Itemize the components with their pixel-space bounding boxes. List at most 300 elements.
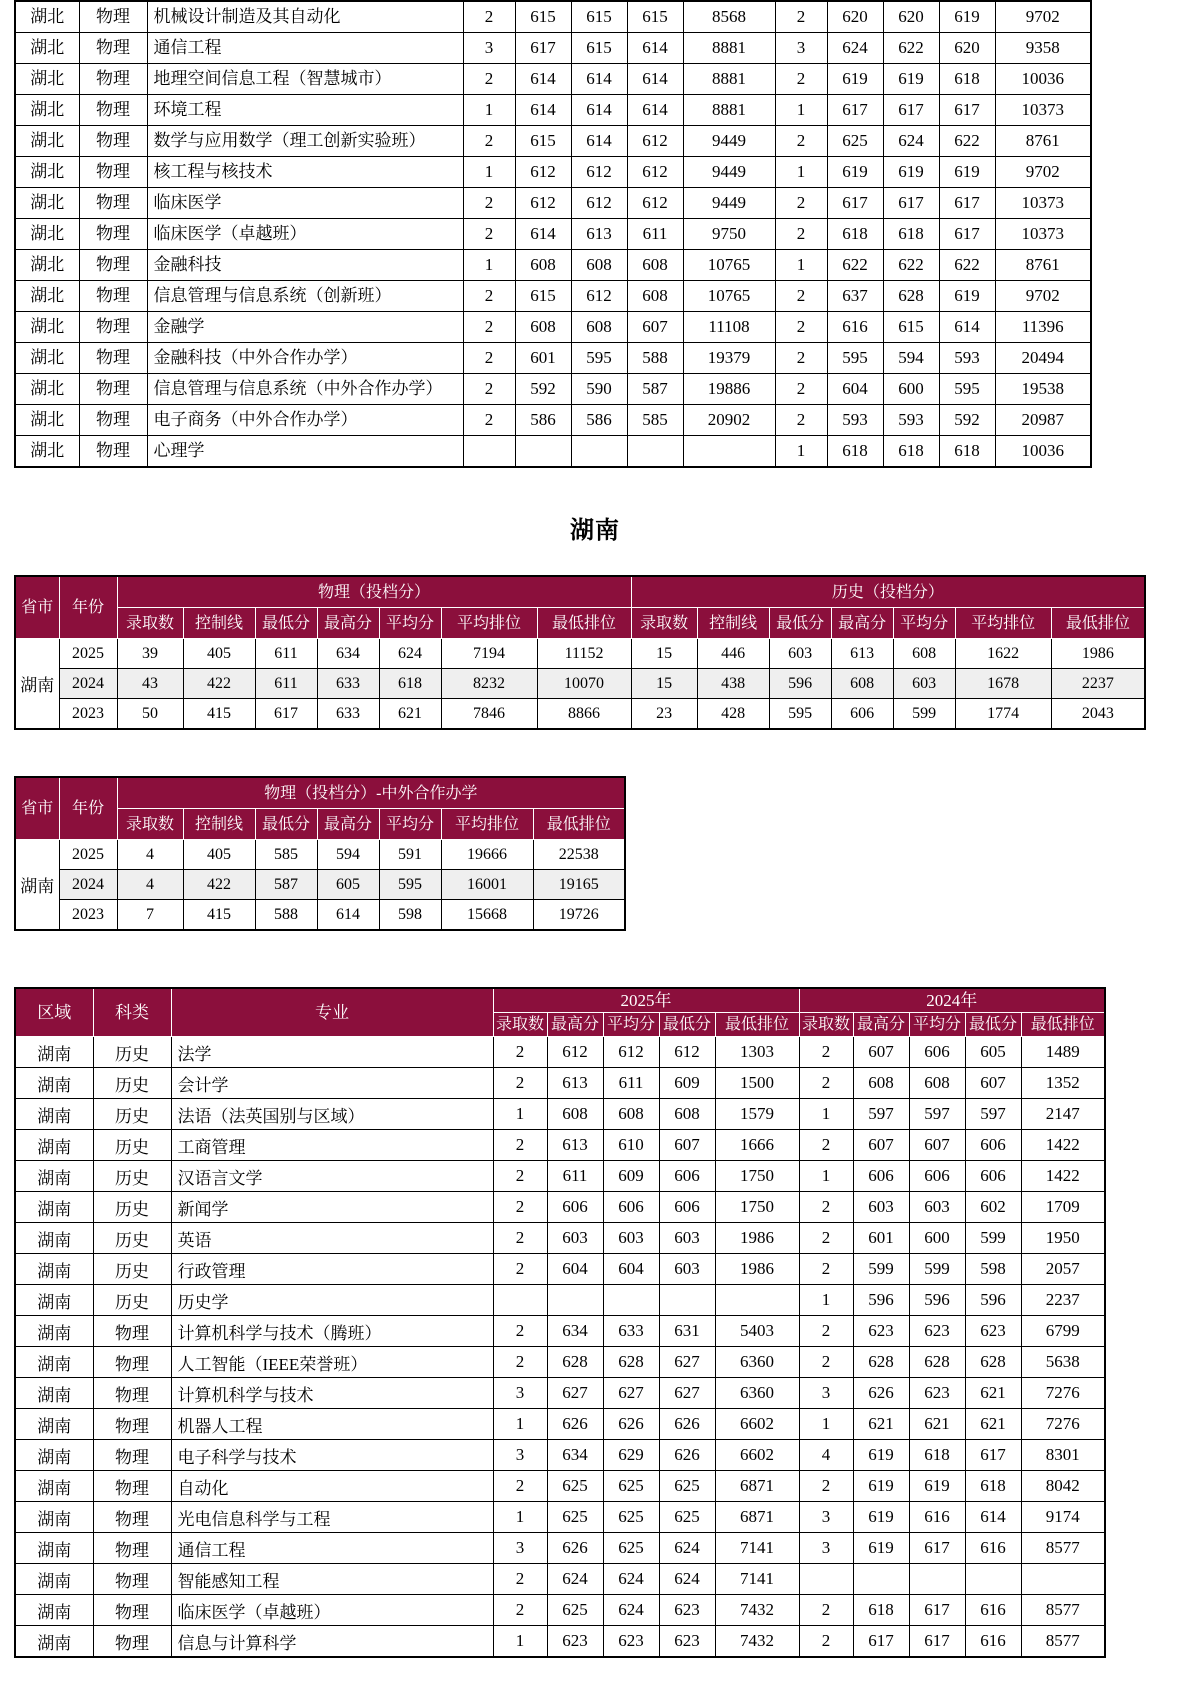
value-cell: 物理 xyxy=(93,1316,171,1347)
value-cell: 628 xyxy=(909,1347,965,1378)
value-cell: 物理 xyxy=(93,1533,171,1564)
header-region: 区域 xyxy=(15,988,93,1037)
subheader-平均排位: 平均排位 xyxy=(441,809,533,840)
year-cell: 2023 xyxy=(59,900,117,931)
value-cell: 606 xyxy=(965,1161,1021,1192)
value-cell: 8232 xyxy=(441,669,537,699)
subheader-控制线: 控制线 xyxy=(183,809,255,840)
value-cell: 湖南 xyxy=(15,1347,93,1378)
value-cell: 615 xyxy=(627,1,683,33)
value-cell: 623 xyxy=(853,1316,909,1347)
value-cell: 600 xyxy=(883,374,939,405)
value-cell: 2 xyxy=(493,1192,547,1223)
value-cell: 595 xyxy=(939,374,995,405)
value-cell: 2 xyxy=(799,1595,853,1626)
year-cell: 2023 xyxy=(59,699,117,730)
value-cell: 湖北 xyxy=(15,281,79,312)
value-cell: 617 xyxy=(939,188,995,219)
value-cell: 10373 xyxy=(995,95,1091,126)
value-cell: 619 xyxy=(853,1533,909,1564)
value-cell: 19538 xyxy=(995,374,1091,405)
value-cell: 7194 xyxy=(441,639,537,669)
value-cell: 6602 xyxy=(715,1409,799,1440)
value-cell: 43 xyxy=(117,669,183,699)
value-cell: 606 xyxy=(603,1192,659,1223)
value-cell: 6360 xyxy=(715,1378,799,1409)
value-cell: 612 xyxy=(571,188,627,219)
major-name-cell: 机器人工程 xyxy=(171,1409,493,1440)
value-cell: 2 xyxy=(799,1223,853,1254)
value-cell: 595 xyxy=(769,699,831,730)
table-row xyxy=(15,188,1091,219)
major-name-cell: 金融学 xyxy=(147,312,463,343)
value-cell: 612 xyxy=(659,1037,715,1068)
major-name-cell: 信息管理与信息系统（中外合作办学） xyxy=(147,374,463,405)
value-cell: 595 xyxy=(827,343,883,374)
major-name-cell: 临床医学 xyxy=(147,188,463,219)
value-cell: 612 xyxy=(603,1037,659,1068)
value-cell: 50 xyxy=(117,699,183,730)
value-cell: 9449 xyxy=(683,157,775,188)
section-title-hunan: 湖南 xyxy=(570,516,620,544)
value-cell: 2 xyxy=(463,188,515,219)
value-cell: 604 xyxy=(603,1254,659,1285)
year-cell: 2024 xyxy=(59,870,117,900)
major-name-cell: 工商管理 xyxy=(171,1130,493,1161)
value-cell: 2 xyxy=(775,281,827,312)
value-cell: 5403 xyxy=(715,1316,799,1347)
value-cell: 1750 xyxy=(715,1192,799,1223)
value-cell: 604 xyxy=(547,1254,603,1285)
value-cell: 588 xyxy=(255,900,317,931)
subheader-最低排位: 最低排位 xyxy=(1051,608,1145,639)
major-name-cell: 临床医学（卓越班） xyxy=(147,219,463,250)
value-cell: 物理 xyxy=(93,1378,171,1409)
value-cell: 湖南 xyxy=(15,1595,93,1626)
value-cell: 627 xyxy=(603,1378,659,1409)
value-cell: 614 xyxy=(515,219,571,250)
major-name-cell: 核工程与核技术 xyxy=(147,157,463,188)
value-cell: 612 xyxy=(627,126,683,157)
value-cell: 618 xyxy=(379,669,441,699)
major-name-cell: 人工智能（IEEE荣誉班） xyxy=(171,1347,493,1378)
value-cell xyxy=(493,1285,547,1316)
value-cell: 606 xyxy=(831,699,893,730)
value-cell: 4 xyxy=(799,1440,853,1471)
value-cell: 606 xyxy=(965,1130,1021,1161)
value-cell: 8577 xyxy=(1021,1595,1105,1626)
value-cell: 1 xyxy=(493,1099,547,1130)
value-cell: 615 xyxy=(571,1,627,33)
value-cell: 626 xyxy=(547,1533,603,1564)
value-cell: 湖南 xyxy=(15,1037,93,1068)
value-cell: 2 xyxy=(493,1161,547,1192)
value-cell: 2 xyxy=(463,405,515,436)
value-cell: 634 xyxy=(317,639,379,669)
table-row xyxy=(15,699,1145,730)
value-cell: 625 xyxy=(547,1595,603,1626)
value-cell: 618 xyxy=(965,1471,1021,1502)
value-cell: 405 xyxy=(183,639,255,669)
value-cell: 历史 xyxy=(93,1192,171,1223)
subheader-最低排位: 最低排位 xyxy=(537,608,631,639)
value-cell: 1500 xyxy=(715,1068,799,1099)
value-cell: 1303 xyxy=(715,1037,799,1068)
table-subheader-row xyxy=(15,608,1145,639)
major-name-cell: 法语（法英国别与区域） xyxy=(171,1099,493,1130)
value-cell: 617 xyxy=(883,188,939,219)
value-cell: 609 xyxy=(603,1161,659,1192)
value-cell: 物理 xyxy=(79,1,147,33)
major-name-cell: 通信工程 xyxy=(147,33,463,64)
value-cell: 618 xyxy=(883,219,939,250)
value-cell: 10373 xyxy=(995,219,1091,250)
value-cell: 7276 xyxy=(1021,1409,1105,1440)
value-cell: 608 xyxy=(627,250,683,281)
value-cell: 20987 xyxy=(995,405,1091,436)
value-cell: 623 xyxy=(659,1595,715,1626)
table-header-row xyxy=(15,777,625,809)
subheader-最高分: 最高分 xyxy=(317,608,379,639)
table-row xyxy=(15,250,1091,281)
value-cell: 2 xyxy=(463,343,515,374)
table-row xyxy=(15,1626,1105,1658)
value-cell: 2237 xyxy=(1021,1285,1105,1316)
value-cell: 8042 xyxy=(1021,1471,1105,1502)
table-row xyxy=(15,1409,1105,1440)
table-row xyxy=(15,1316,1105,1347)
value-cell: 湖南 xyxy=(15,1099,93,1130)
value-cell: 619 xyxy=(853,1440,909,1471)
value-cell: 10765 xyxy=(683,281,775,312)
value-cell: 历史 xyxy=(93,1037,171,1068)
value-cell: 611 xyxy=(547,1161,603,1192)
value-cell: 598 xyxy=(379,900,441,931)
value-cell: 1950 xyxy=(1021,1223,1105,1254)
value-cell: 422 xyxy=(183,669,255,699)
value-cell: 633 xyxy=(317,699,379,730)
value-cell: 625 xyxy=(547,1471,603,1502)
value-cell: 606 xyxy=(909,1037,965,1068)
subheader-最高分: 最高分 xyxy=(317,809,379,840)
value-cell: 湖南 xyxy=(15,1409,93,1440)
value-cell: 618 xyxy=(939,64,995,95)
table-row xyxy=(15,870,625,900)
value-cell: 619 xyxy=(939,157,995,188)
value-cell: 2 xyxy=(493,1037,547,1068)
table-row xyxy=(15,374,1091,405)
value-cell: 1622 xyxy=(955,639,1051,669)
hunan-majors-table xyxy=(14,987,1106,1658)
value-cell: 615 xyxy=(883,312,939,343)
value-cell: 597 xyxy=(853,1099,909,1130)
value-cell: 602 xyxy=(965,1192,1021,1223)
value-cell: 633 xyxy=(317,669,379,699)
value-cell: 605 xyxy=(965,1037,1021,1068)
value-cell: 7846 xyxy=(441,699,537,730)
value-cell: 624 xyxy=(379,639,441,669)
value-cell: 608 xyxy=(831,669,893,699)
value-cell: 608 xyxy=(893,639,955,669)
table-row xyxy=(15,900,625,931)
value-cell: 9702 xyxy=(995,1,1091,33)
subheader-平均分: 平均分 xyxy=(379,608,441,639)
value-cell: 1678 xyxy=(955,669,1051,699)
value-cell: 19165 xyxy=(533,870,625,900)
value-cell: 1709 xyxy=(1021,1192,1105,1223)
subheader-录取数: 录取数 xyxy=(117,608,183,639)
value-cell: 604 xyxy=(827,374,883,405)
value-cell: 物理 xyxy=(79,188,147,219)
value-cell: 2 xyxy=(799,1347,853,1378)
value-cell: 606 xyxy=(853,1161,909,1192)
value-cell: 8568 xyxy=(683,1,775,33)
value-cell: 613 xyxy=(547,1130,603,1161)
value-cell: 620 xyxy=(827,1,883,33)
value-cell: 10070 xyxy=(537,669,631,699)
subheader-最低分: 最低分 xyxy=(769,608,831,639)
table-row xyxy=(15,33,1091,64)
value-cell: 612 xyxy=(515,188,571,219)
value-cell: 617 xyxy=(909,1626,965,1658)
value-cell: 6602 xyxy=(715,1440,799,1471)
value-cell: 11108 xyxy=(683,312,775,343)
value-cell: 624 xyxy=(659,1533,715,1564)
value-cell: 2057 xyxy=(1021,1254,1105,1285)
value-cell: 591 xyxy=(379,840,441,870)
value-cell: 619 xyxy=(853,1471,909,1502)
value-cell: 1352 xyxy=(1021,1068,1105,1099)
major-name-cell: 金融科技（中外合作办学） xyxy=(147,343,463,374)
major-name-cell: 信息与计算科学 xyxy=(171,1626,493,1658)
value-cell: 物理 xyxy=(79,343,147,374)
value-cell: 湖南 xyxy=(15,1161,93,1192)
header-year: 年份 xyxy=(59,576,117,639)
value-cell: 1422 xyxy=(1021,1130,1105,1161)
value-cell: 历史 xyxy=(93,1285,171,1316)
value-cell: 617 xyxy=(853,1626,909,1658)
header-year: 年份 xyxy=(59,777,117,840)
value-cell: 626 xyxy=(659,1409,715,1440)
value-cell: 2 xyxy=(799,1037,853,1068)
table-row xyxy=(15,1533,1105,1564)
value-cell: 606 xyxy=(659,1161,715,1192)
major-name-cell: 自动化 xyxy=(171,1471,493,1502)
value-cell: 617 xyxy=(827,95,883,126)
value-cell: 9174 xyxy=(1021,1502,1105,1533)
value-cell: 物理 xyxy=(79,95,147,126)
value-cell: 6360 xyxy=(715,1347,799,1378)
value-cell: 1986 xyxy=(715,1254,799,1285)
value-cell: 612 xyxy=(571,157,627,188)
value-cell: 626 xyxy=(547,1409,603,1440)
value-cell: 625 xyxy=(603,1502,659,1533)
value-cell: 3 xyxy=(799,1378,853,1409)
value-cell: 613 xyxy=(831,639,893,669)
value-cell: 物理 xyxy=(79,436,147,468)
value-cell: 1 xyxy=(775,436,827,468)
hunan-summary-body xyxy=(15,639,1145,730)
value-cell: 9358 xyxy=(995,33,1091,64)
value-cell: 湖南 xyxy=(15,1285,93,1316)
value-cell: 湖北 xyxy=(15,64,79,95)
value-cell: 612 xyxy=(571,281,627,312)
value-cell: 湖南 xyxy=(15,1533,93,1564)
table-row xyxy=(15,1440,1105,1471)
value-cell: 608 xyxy=(547,1099,603,1130)
value-cell: 湖南 xyxy=(15,1471,93,1502)
hunan-summary-head xyxy=(15,576,1145,639)
value-cell: 614 xyxy=(965,1502,1021,1533)
value-cell: 6871 xyxy=(715,1471,799,1502)
subheader-录取数: 录取数 xyxy=(117,809,183,840)
table-row xyxy=(15,1347,1105,1378)
value-cell: 623 xyxy=(659,1626,715,1658)
value-cell xyxy=(659,1285,715,1316)
value-cell: 612 xyxy=(627,157,683,188)
hunan-summary-table xyxy=(14,575,1146,730)
value-cell: 593 xyxy=(827,405,883,436)
value-cell: 601 xyxy=(853,1223,909,1254)
value-cell: 2 xyxy=(799,1471,853,1502)
value-cell: 9702 xyxy=(995,157,1091,188)
value-cell: 10765 xyxy=(683,250,775,281)
header-category: 科类 xyxy=(93,988,171,1037)
subheader-最高分: 最高分 xyxy=(547,1013,603,1037)
value-cell: 湖北 xyxy=(15,95,79,126)
value-cell: 621 xyxy=(965,1409,1021,1440)
value-cell: 612 xyxy=(515,157,571,188)
value-cell: 物理 xyxy=(93,1440,171,1471)
hunan-majors-head xyxy=(15,988,1105,1037)
value-cell: 3 xyxy=(799,1533,853,1564)
value-cell: 585 xyxy=(255,840,317,870)
value-cell: 湖北 xyxy=(15,250,79,281)
value-cell: 历史 xyxy=(93,1130,171,1161)
subheader-平均排位: 平均排位 xyxy=(955,608,1051,639)
value-cell: 39 xyxy=(117,639,183,669)
value-cell: 1 xyxy=(775,157,827,188)
value-cell: 587 xyxy=(255,870,317,900)
value-cell: 2 xyxy=(493,1564,547,1595)
value-cell: 611 xyxy=(603,1068,659,1099)
value-cell: 物理 xyxy=(93,1595,171,1626)
value-cell: 595 xyxy=(571,343,627,374)
value-cell: 2 xyxy=(463,126,515,157)
table-row xyxy=(15,1192,1105,1223)
major-name-cell: 通信工程 xyxy=(171,1533,493,1564)
value-cell: 2237 xyxy=(1051,669,1145,699)
value-cell: 625 xyxy=(603,1533,659,1564)
value-cell: 2 xyxy=(493,1471,547,1502)
hunan-coop-summary-head xyxy=(15,777,625,840)
value-cell: 1774 xyxy=(955,699,1051,730)
subheader-平均分: 平均分 xyxy=(909,1013,965,1037)
value-cell: 物理 xyxy=(79,374,147,405)
value-cell: 9449 xyxy=(683,126,775,157)
value-cell: 8866 xyxy=(537,699,631,730)
value-cell: 596 xyxy=(769,669,831,699)
value-cell: 1750 xyxy=(715,1161,799,1192)
value-cell: 586 xyxy=(571,405,627,436)
header-group-physics-coop: 物理（投档分）-中外合作办学 xyxy=(117,777,625,809)
value-cell: 617 xyxy=(939,219,995,250)
value-cell: 628 xyxy=(547,1347,603,1378)
value-cell: 617 xyxy=(827,188,883,219)
value-cell: 2 xyxy=(775,312,827,343)
value-cell: 613 xyxy=(571,219,627,250)
value-cell: 7276 xyxy=(1021,1378,1105,1409)
major-name-cell: 地理空间信息工程（智慧城市） xyxy=(147,64,463,95)
value-cell: 6871 xyxy=(715,1502,799,1533)
value-cell: 597 xyxy=(909,1099,965,1130)
value-cell: 22538 xyxy=(533,840,625,870)
value-cell: 历史 xyxy=(93,1099,171,1130)
value-cell: 15 xyxy=(631,669,697,699)
value-cell: 2 xyxy=(463,219,515,250)
value-cell: 612 xyxy=(627,188,683,219)
value-cell: 3 xyxy=(493,1440,547,1471)
value-cell: 湖南 xyxy=(15,1378,93,1409)
value-cell xyxy=(909,1564,965,1595)
subheader-最低排位: 最低排位 xyxy=(1021,1013,1105,1037)
value-cell: 628 xyxy=(965,1347,1021,1378)
value-cell: 物理 xyxy=(79,64,147,95)
table-row xyxy=(15,1285,1105,1316)
value-cell: 634 xyxy=(547,1316,603,1347)
value-cell: 597 xyxy=(965,1099,1021,1130)
value-cell: 599 xyxy=(965,1223,1021,1254)
value-cell: 625 xyxy=(659,1502,715,1533)
value-cell: 616 xyxy=(965,1595,1021,1626)
major-name-cell: 信息管理与信息系统（创新班） xyxy=(147,281,463,312)
value-cell: 608 xyxy=(515,312,571,343)
header-year-2024: 2024年 xyxy=(799,988,1105,1013)
subheader-最低排位: 最低排位 xyxy=(533,809,625,840)
value-cell: 619 xyxy=(827,157,883,188)
value-cell xyxy=(683,436,775,468)
value-cell: 2 xyxy=(463,281,515,312)
value-cell: 608 xyxy=(571,250,627,281)
value-cell: 2 xyxy=(799,1254,853,1285)
value-cell: 621 xyxy=(853,1409,909,1440)
major-name-cell: 会计学 xyxy=(171,1068,493,1099)
value-cell: 603 xyxy=(853,1192,909,1223)
value-cell: 603 xyxy=(893,669,955,699)
major-name-cell: 英语 xyxy=(171,1223,493,1254)
major-name-cell: 计算机科学与技术（腾班） xyxy=(171,1316,493,1347)
value-cell: 618 xyxy=(909,1440,965,1471)
value-cell: 16001 xyxy=(441,870,533,900)
hubei-majors-table xyxy=(14,0,1092,468)
value-cell: 3 xyxy=(493,1533,547,1564)
value-cell: 438 xyxy=(697,669,769,699)
table-row xyxy=(15,1378,1105,1409)
value-cell: 2 xyxy=(775,188,827,219)
value-cell: 物理 xyxy=(79,405,147,436)
value-cell: 617 xyxy=(909,1533,965,1564)
value-cell: 1 xyxy=(775,250,827,281)
table-header-row xyxy=(15,988,1105,1013)
value-cell: 614 xyxy=(571,126,627,157)
value-cell: 2 xyxy=(775,1,827,33)
value-cell xyxy=(853,1564,909,1595)
value-cell: 619 xyxy=(909,1471,965,1502)
value-cell: 20902 xyxy=(683,405,775,436)
table-row xyxy=(15,281,1091,312)
value-cell: 5638 xyxy=(1021,1347,1105,1378)
value-cell: 623 xyxy=(909,1378,965,1409)
